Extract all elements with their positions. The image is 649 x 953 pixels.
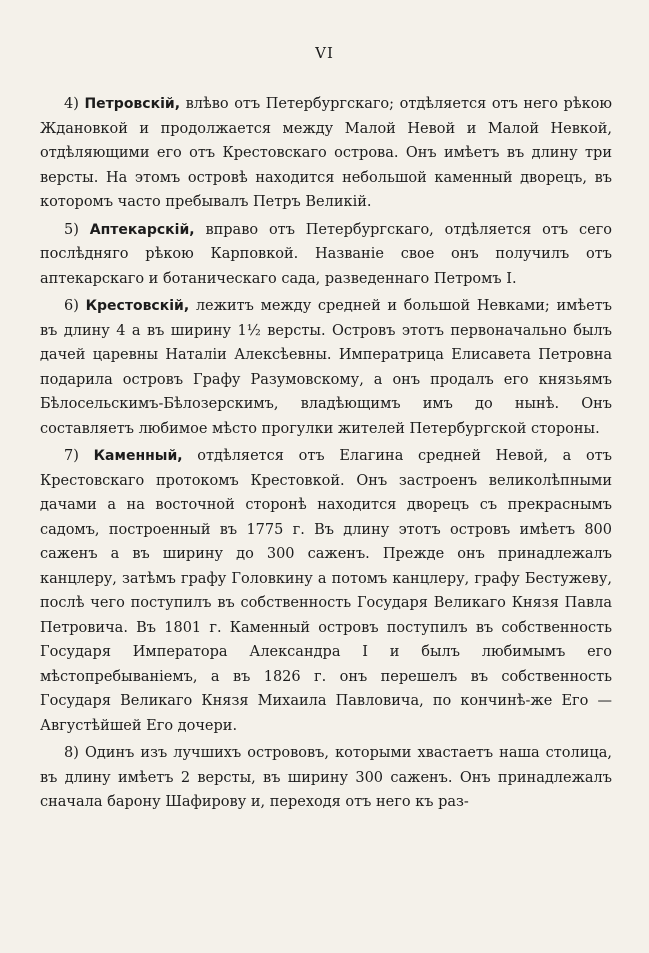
paragraph-number: 8) (64, 745, 79, 761)
island-name: Петровскій, (84, 96, 181, 112)
paragraph-text: влѣво отъ Петербургскаго; отдѣляется отъ него рѣкою Ждановкой и продолжается между Малой Невой и Малой Невкой, отдѣляющими его отъ Крестовскаго острова. Онъ имѣетъ въ длину три версты. На этомъ островѣ находится небольшой каменный дворецъ, въ которомъ часто пребывалъ Петръ Великій. (40, 96, 612, 210)
paragraph-number: 5) (64, 221, 79, 238)
paragraph-text: Одинъ изъ лучшихъ острововъ, которыми хвастаетъ наша столица, въ длину имѣетъ 2 версты, въ ширину 300 саженъ. Онъ принадлежалъ сначала барону Шафирову и, переходя отъ него къ раз- (40, 745, 612, 810)
paragraph-number: 6) (64, 298, 79, 314)
paragraph-number: 4) (64, 96, 79, 112)
paragraph-text: отдѣляется отъ Елагина средней Невой, а отъ Крестовскаго протокомъ Крестовкой. Онъ застроенъ великолѣпными дачами а на восточной сторонѣ находится дворецъ съ прекраснымъ садомъ, построенный въ 1775 г. Въ длину этотъ островъ имѣетъ 800 саженъ а въ ширину до 300 саженъ. Прежде онъ принадлежалъ канцлеру, затѣмъ графу Головкину а потомъ канцлеру, графу Бестужеву, послѣ чего поступилъ въ собственность Государя Великаго Князя Павла Петровича. Въ 1801 г. Каменный островъ поступилъ въ собственность Государя Императора Александра I и былъ любимымъ его мѣстопребываніемъ, а въ 1826 г. онъ перешелъ въ собственность Государя Великаго Князя Михаила Павловича, по кончинѣ-же Его — Августѣйшей Его дочери. (40, 448, 613, 734)
paragraph-krestovsky (40, 294, 612, 441)
page-number: VI (315, 44, 334, 62)
paragraph-text: вправо отъ Петербургскаго, отдѣляется отъ сего послѣдняго рѣкою Карповкой. Названіе свое онъ получилъ отъ аптекарскаго и ботаническаго сада, разведеннаго Петромъ I. (40, 221, 613, 287)
paragraph-text: лежитъ между средней и большой Невками; имѣетъ въ длину 4 а въ ширину 1½ версты. Островъ этотъ первоначально былъ дачей царевны Наталіи Алексѣевны. Императрица Елисавета Петровна подарила островъ Графу Разумовскому, а онъ продалъ его князьямъ Бѣлосельскимъ-Бѣлозерскимъ, владѣющимъ имъ до нынѣ. Онъ составляетъ любимое мѣсто прогулки жителей Петербургской стороны. (40, 298, 612, 437)
island-name: Крестовскій, (85, 298, 190, 314)
paragraph-number: 7) (64, 448, 79, 464)
island-name: Каменный, (93, 448, 183, 464)
paragraph-petrovsky (40, 92, 612, 215)
paragraph-aptekarsky (40, 218, 612, 292)
paragraph-kamenny (40, 444, 612, 738)
body-text (40, 92, 612, 815)
island-name: Аптекарскій, (89, 221, 195, 238)
paragraph-eighth (40, 741, 612, 815)
